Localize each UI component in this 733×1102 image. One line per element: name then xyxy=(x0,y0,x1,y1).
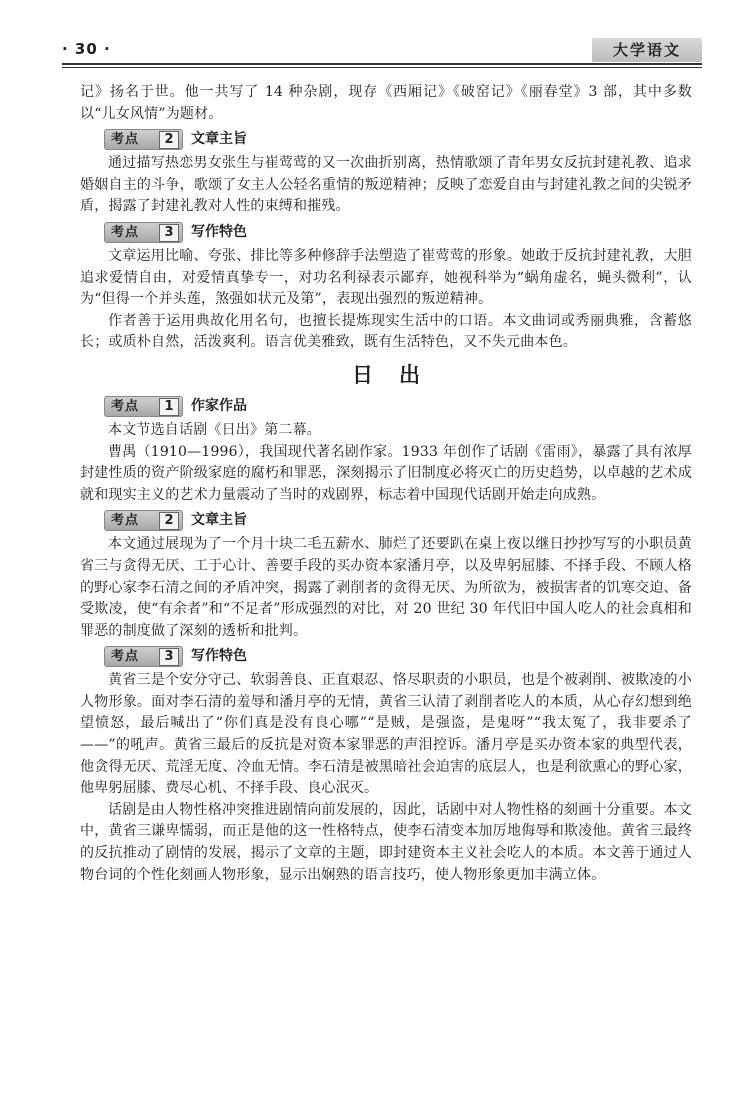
exam-point-label: 考点 xyxy=(111,132,140,148)
exam-point-number: 1 xyxy=(159,398,179,416)
features-paragraph-2: 话剧是由人物性格冲突推进剧情向前发展的，因此，话剧中对人物性格的刻画十分重要。本文中，黄省三谦卑懦弱，而正是他的这一性格特点，使李石清变本加厉地侮辱和欺凌他。黄省三最终的反抗推动了剧情的发展，揭示了文章的主题，即封建资本主义社会吃人的本质。本文善于通过人物台词的个性化刻画人物形象，显示出娴熟的语言技巧，使人物形象更加丰满立体。 xyxy=(80,801,692,883)
exam-point-label: 考点 xyxy=(111,649,140,665)
exam-point-badge xyxy=(104,646,183,667)
exam-point-1 xyxy=(104,395,692,417)
exam-point-label: 考点 xyxy=(111,224,140,240)
features-paragraph-1: 文章运用比喻、夸张、排比等多种修辞手法塑造了崔莺莺的形象。她敢于反抗封建礼教，大胆追求爱情自由，对爱情真挚专一，对功名利禄表示鄙弃，她视科举为“蜗角虚名，蝇头微利”，认为“但得一个并头莲，煞强如状元及第”，表现出强烈的叛逆精神。 xyxy=(80,247,692,308)
features-paragraph-2: 作者善于运用典故化用名句，也擅长提炼现实生活中的口语。本文曲词或秀丽典雅，含蓄悠长；或质朴自然，活泼爽利。语言优美雅致，既有生活特色，又不失元曲本色。 xyxy=(80,312,692,351)
work-paragraph-1: 本文节选自话剧《日出》第二幕。 xyxy=(108,421,321,438)
exam-point-2 xyxy=(104,509,692,531)
exam-point-3 xyxy=(104,645,692,667)
exam-point-label: 考点 xyxy=(111,513,140,529)
page-number: · 30 · xyxy=(62,40,111,58)
exam-point-title: 文章主旨 xyxy=(191,131,247,148)
main-content xyxy=(80,82,692,886)
exam-point-badge xyxy=(104,396,183,417)
theme-paragraph: 通过描写热恋男女张生与崔莺莺的又一次曲折别离，热情歌颂了青年男女反抗封建礼教、追求婚姻自主的斗争，歌颂了女主人公轻名重情的叛逆精神；反映了恋爱自由与封建礼教之间的尖锐矛盾，揭露了封建礼教对人性的束缚和摧残。 xyxy=(80,155,692,215)
exam-point-number: 3 xyxy=(159,224,179,242)
exam-point-badge xyxy=(104,129,183,150)
exam-point-2 xyxy=(104,128,692,150)
header-rule xyxy=(62,63,702,68)
exam-point-badge xyxy=(104,222,183,243)
theme-paragraph: 本文通过展现为了一个月十块二毛五薪水、肺烂了还要趴在桌上夜以继日抄抄写写的小职员黄省三与贪得无厌、工于心计、善要手段的买办资本家潘月亭，以及卑躬屈膝、不择手段、不顾人格的野心家李石清之间的矛盾冲突，揭露了剥削者的贪得无厌、为所欲为，被损害者的饥寒交迫、备受欺凌，使“有余者”和“不足者”形成强烈的对比，对 20 世纪 30 年代旧中国人吃人的社会真相和罪恶的制度做了深刻的透析和批判。 xyxy=(80,536,692,639)
exam-point-title: 写作特色 xyxy=(191,648,247,665)
exam-point-number: 2 xyxy=(159,512,179,530)
exam-point-title: 文章主旨 xyxy=(191,512,247,529)
exam-point-number: 3 xyxy=(159,648,179,666)
work-paragraph-2: 曹禺（1910—1996），我国现代著名剧作家。1933 年创作了话剧《雷雨》，暴露了具有浓厚封建性质的资产阶级家庭的腐朽和罪恶，深刻揭示了旧制度必将灭亡的历史趋势，以卓越的艺术成就和现实主义的艺术力量震动了当时的戏剧界，标志着中国现代话剧开始走向成熟。 xyxy=(80,443,692,503)
running-title: 大学语文 xyxy=(592,38,702,62)
features-paragraph-1: 黄省三是个安分守己、软弱善良、正直艰忍、恪尽职责的小职员，也是个被剥削、被欺凌的小人物形象。面对李石清的羞辱和潘月亭的无情，黄省三认清了剥削者吃人的本质，从心存幻想到绝望愤怒，最后喊出了“你们真是没有良心哪”“是贼，是强盗，是鬼呀”“我太冤了，我非要杀了——”的吼声。黄省三最后的反抗是对资本家罪恶的声泪控诉。潘月亭是买办资本家的典型代表，他贪得无厌、荒淫无度、冷血无情。李石清是被黑暗社会迫害的底层人，也是利欲熏心的野心家，他卑躬屈膝、费尽心机、不择手段、良心泯灭。 xyxy=(80,672,692,797)
exam-point-title: 写作特色 xyxy=(191,223,247,240)
section-title: 日出 xyxy=(352,362,446,387)
exam-point-3 xyxy=(104,221,692,243)
intro-paragraph: 记》扬名于世。他一共写了 14 种杂剧，现存《西厢记》《破窑记》《丽春堂》3 部，其中多数以“儿女风情”为题材。 xyxy=(80,84,692,122)
exam-point-title: 作家作品 xyxy=(191,397,247,414)
exam-point-label: 考点 xyxy=(111,398,140,414)
exam-point-badge xyxy=(104,510,183,531)
page-header xyxy=(62,38,702,68)
exam-point-number: 2 xyxy=(159,131,179,149)
